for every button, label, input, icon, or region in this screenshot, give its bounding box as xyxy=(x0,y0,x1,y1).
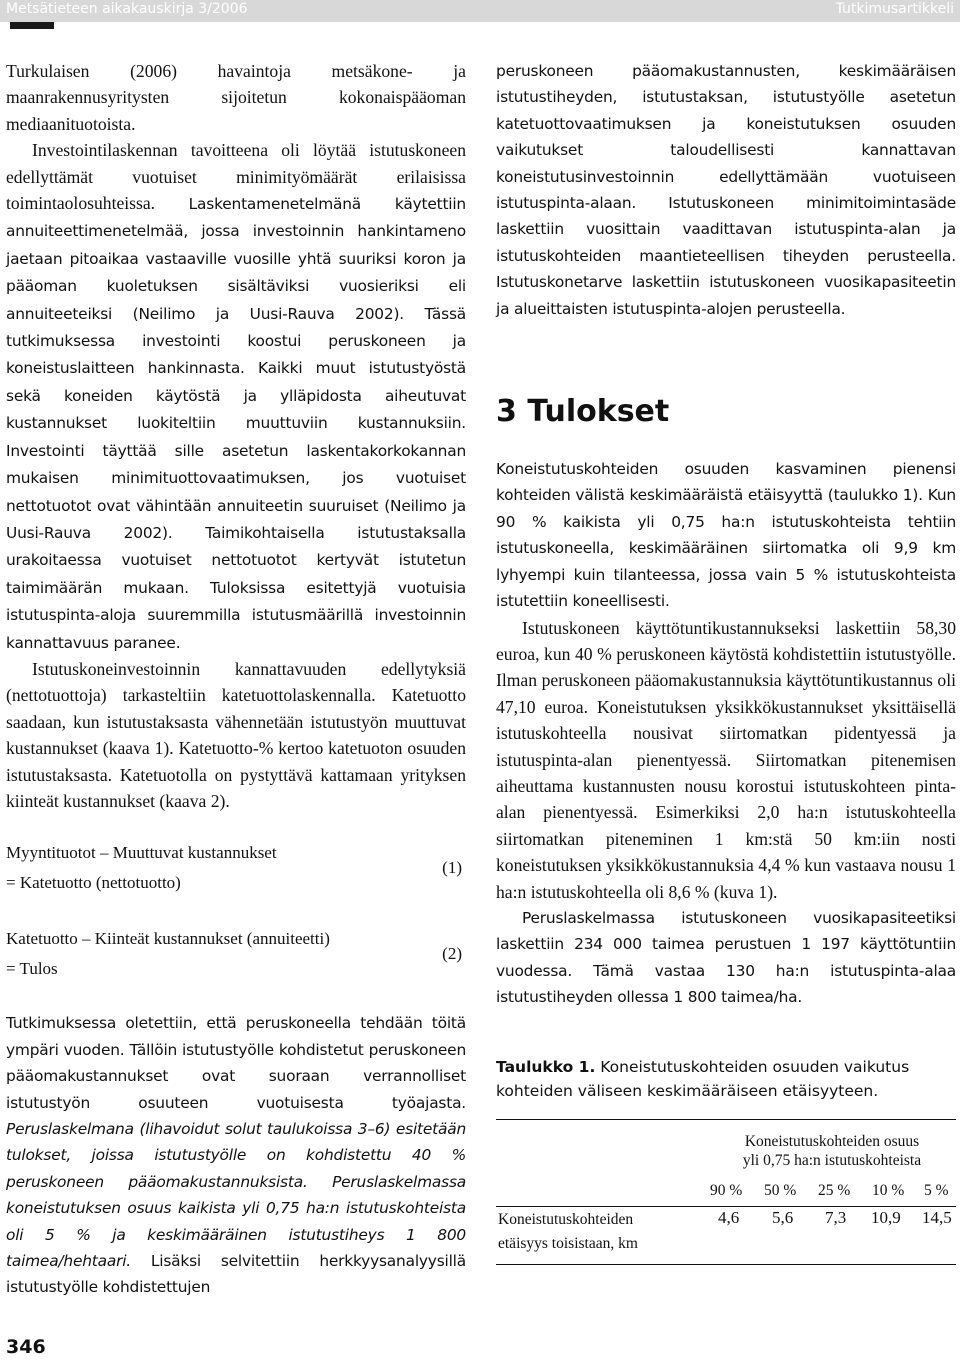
header-accent-bar xyxy=(10,22,54,29)
section-label: Tutkimusartikkeli xyxy=(835,1,954,17)
text-run: Laskentamenetelmänä käytettiin annuiteettimenetelmää, jossa investoinnin hankintameno jaetaan pitoaikaa vastaaville vuosille yhtä suuriksi koron ja pääoman kuoletuksen sisältäviksi vuosieriksi eli annuiteeteiksi (Neilimo ja Uusi-Rauva 2002). Tässä tutkimuksessa investointi koostui peruskoneen ja koneistuslaitteen hankinnasta. Kaikki muut istutustyöstä sekä koneiden käytöstä ja ylläpidosta aiheutuvat kustannukset luokiteltiin muuttuviin kustannuksiin. Investointi täyttää sille asetetun laskentakorkokannan mukaisen minimituottovaatimuksen, jos vuotuiset nettotuotot ovat vähintään annuiteetin suuruiset (Neilimo ja Uusi-Rauva 2002). Taimikohtaisella istutustaksalla urakoitaessa vuotuiset nettotuotot kertyvät istutetun taimimäärän mukaan. Tuloksissa esitettyjä vuotuisia istutuspinta-aloja suuremmilla istutusmäärillä investoinnin kannattavuus paranee. xyxy=(6,195,466,652)
table-cell: 5,6 xyxy=(772,1207,794,1227)
paragraph: Istutuskoneinvestoinnin kannattavuuden edellytyksiä (nettotuottoja) tarkasteltiin katetuottolaskennalla. Katetuotto saadaan, kun istutustaksasta vähennetään istutustyön muuttuvat kustannukset (kaava 1). Katetuotto-% kertoo katetuoton osuuden istutustaksasta. Katetuotolla on pystyttävä kattamaan yrityksen kiinteät kustannukset (kaava 2). xyxy=(6,658,466,811)
paragraph: Istutuskoneen käyttötuntikustannukseksi laskettiin 58,30 euroa, kun 40 % peruskoneen käytöstä kohdistettiin istutustyölle. Ilman peruskoneen pääomakustannuksia käyttötuntikustannus oli 47,10 euroa. Koneistutuksen yksikkökustannukset yksittäisellä istutuskohteella nousivat siirtomatkan pidentyessä ja istutuspinta-alan pienentyessä. Siirtomatkan pitenemisen aiheuttama kustannusten nousu korostui istutuskohteen pinta-alan pienentyessä. Esimerkiksi 2,0 ha:n istutuskohteella siirtomatkan piteneminen 1 km:stä 50 km:iin nosti koneistutuksen yksikkökustannuksia 4,4 % kun vastaava nousu 1 ha:n istutuskohteella oli 8,6 % (kuva 1). xyxy=(496,617,956,902)
table-cell: 14,5 xyxy=(922,1207,952,1227)
right-column xyxy=(496,58,956,1265)
text-run: Investointilaskennan tavoitteena oli löytää istutuskoneen edellyttämät vuotuiset minimityömäärät erilaisissa toimintaolosuhteissa. xyxy=(6,140,466,214)
table-row-label-line: Koneistutuskohteiden xyxy=(498,1210,634,1228)
running-header xyxy=(0,0,960,22)
formula-line: = Katetuotto (nettotuotto) xyxy=(6,873,181,893)
formula-line: Katetuotto – Kiinteät kustannukset (annuiteetti) xyxy=(6,929,330,949)
table-column-header: 10 % xyxy=(872,1181,905,1199)
table-cell: 7,3 xyxy=(825,1207,847,1227)
table-row-label-line: etäisyys toisistaan, km xyxy=(498,1234,638,1252)
table-column-group-header xyxy=(706,1132,958,1170)
table-column-header: 5 % xyxy=(924,1181,949,1199)
formula-number: (1) xyxy=(442,858,462,878)
table-header-line: yli 0,75 ha:n istutuskohteista xyxy=(742,1151,922,1169)
table-cell: 10,9 xyxy=(871,1207,901,1227)
paragraph xyxy=(6,137,466,656)
section-heading: 3 Tulokset xyxy=(496,394,670,430)
italic-text-run: Peruslaskelmana (lihavoidut solut taulukoissa 3–6) esitetään tulokset, joissa istutustyölle on kohdistettu 40 % peruskoneen pääomakustannuksista. Peruslaskelmassa koneistutuksen osuus kaikista yli 0,75 ha:n istutuskohteista oli 5 % ja keskimääräinen istutustiheys 1 800 taimea/hehtaari. xyxy=(6,1120,466,1271)
table-column-header: 25 % xyxy=(818,1181,851,1199)
table-column-header: 90 % xyxy=(710,1181,743,1199)
page-number: 346 xyxy=(6,1336,46,1358)
table-cell: 4,6 xyxy=(718,1207,740,1227)
paragraph xyxy=(6,1010,466,1300)
paragraph: Turkulaisen (2006) havaintoja metsäkone- ja maanrakennusyritysten sijoitetun kokonaispääoman mediaanituotoista. xyxy=(6,61,466,134)
table-row-label xyxy=(498,1208,638,1256)
text-run: Lisäksi selvitettiin herkkyysanalyysillä istutustyölle kohdistettujen xyxy=(6,1252,466,1297)
formula-line: = Tulos xyxy=(6,959,58,979)
paragraph: Peruslaskelmassa istutuskoneen vuosikapasiteetiksi laskettiin 234 000 taimea perustuen 1 197 käyttötuntiin vuodessa. Tämä vastaa 130 ha:n istutuspinta-alaa istutustiheyden ollessa 1 800 taimea/ha. xyxy=(496,908,956,1007)
paragraph: Koneistutuskohteiden osuuden kasvaminen pienensi kohteiden välistä keskimääräistä etäisyyttä (taulukko 1). Kun 90 % kaikista yli 0,75 ha:n istutuskohteista tehtiin istutuskoneella, keskimääräinen siirtomatka oli 9,9 km lyhyempi kuin tilanteessa, jossa vain 5 % istutuskohteista istutettiin koneellisesti. xyxy=(496,460,956,611)
table-caption-text: Koneistutuskohteiden osuuden vaikutus kohteiden väliseen keskimääräiseen etäisyyteen. xyxy=(496,1057,910,1100)
text-run: Tutkimuksessa oletettiin, että peruskoneella tehdään töitä ympäri vuoden. Tällöin istutustyölle kohdistetut peruskoneen pääomakustannukset ovat suoraan verrannolliset istutustyön osuuteen vuotuisesta työajasta. xyxy=(6,1014,466,1112)
paragraph: peruskoneen pääomakustannusten, keskimääräisen istutustiheyden, istutustaksan, istutustyölle asetetun katetuottovaatimuksen ja koneistutuksen osuuden vaikutukset taloudellisesti kannattavan koneistutusinvestoinnin edellyttämään vuotuiseen istutuspinta-alaan. Istutuskoneen minimitoimintasäde laskettiin vuosittain vaadittavan istutuspinta-alan ja istutuskohteiden maantieteellisen tiheyden perusteella. Istutuskonetarve laskettiin istutuskoneen vuosikapasiteetin ja alueittaisten istutuspinta-alojen perusteella. xyxy=(496,62,956,318)
left-column xyxy=(6,58,466,1301)
table-column-header: 50 % xyxy=(764,1181,797,1199)
table-rule xyxy=(496,1206,956,1207)
formula-line: Myyntituotot – Muuttuvat kustannukset xyxy=(6,843,277,863)
formula-2 xyxy=(6,924,466,984)
journal-title: Metsätieteen aikakauskirja 3/2006 xyxy=(6,1,248,17)
table-caption xyxy=(496,1055,956,1103)
formula-1 xyxy=(6,838,466,898)
table-caption-label: Taulukko 1. xyxy=(496,1057,596,1076)
table-1 xyxy=(496,1119,956,1265)
formula-number: (2) xyxy=(442,944,462,964)
table-header-line: Koneistutuskohteiden osuus xyxy=(744,1132,920,1150)
